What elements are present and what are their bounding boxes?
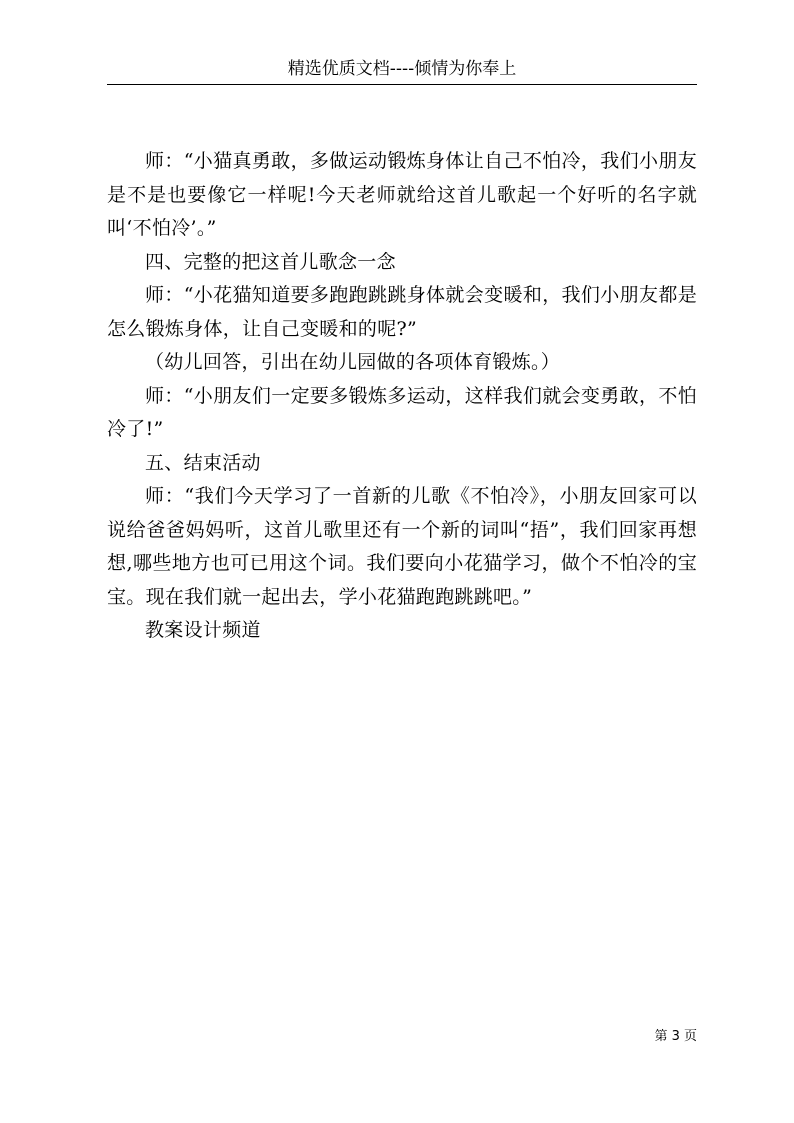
header-divider bbox=[107, 84, 697, 85]
paragraph-teacher-question: 师：“小花猫知道要多跑跑跳跳身体就会变暖和，我们小朋友都是怎么锻炼身体，让自己变暖和的呢?” bbox=[107, 284, 697, 340]
section-heading-recite: 四、完整的把这首儿歌念一念 bbox=[145, 250, 396, 273]
page-header-title: 精选优质文档----倾情为你奉上 bbox=[287, 59, 517, 79]
paragraph-channel-name: 教案设计频道 bbox=[145, 619, 261, 641]
paragraph-children-answer: （幼儿回答，引出在幼儿园做的各项体育锻炼。） bbox=[145, 351, 561, 373]
document-body bbox=[107, 145, 697, 648]
paragraph-teacher-encourage: 师：“小朋友们一定要多锻炼多运动，这样我们就会变勇敢，不怕冷了!” bbox=[107, 384, 697, 440]
section-heading-end-activity: 五、结束活动 bbox=[145, 451, 261, 474]
paragraph-teacher-praise: 师：“小猫真勇敢，多做运动锻炼身体让自己不怕冷，我们小朋友是不是也要像它一样呢!今天老师就给这首儿歌起一个好听的名字就叫‘不怕冷’。” bbox=[107, 150, 697, 239]
page-number: 第 3 页 bbox=[654, 1029, 697, 1044]
paragraph-teacher-summary: 师：“我们今天学习了一首新的儿歌《不怕冷》，小朋友回家可以说给爸爸妈妈听，这首儿歌里还有一个新的词叫“捂”，我们回家再想想,哪些地方也可已用这个词。我们要向小花猫学习，做个不怕冷的宝宝。现在我们就一起出去，学小花猫跑跑跳跳吧。” bbox=[107, 485, 697, 608]
